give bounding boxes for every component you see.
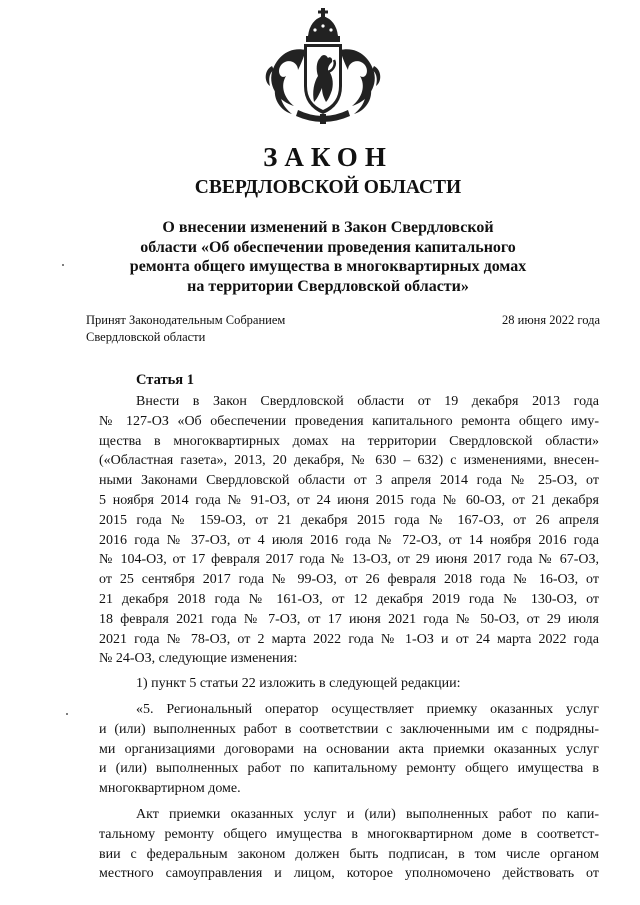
text-line: и (или) выполненных работ по капитальному ремонту общего имущества в [99, 761, 599, 777]
law-name-line: области «Об обеспечении проведения капитального [140, 238, 516, 256]
scan-speck [62, 264, 64, 266]
adopted-by [86, 312, 285, 346]
text-line: 18 февраля 2021 года № 7-ОЗ, от 17 июня 2021 года № 50-ОЗ, от 29 июля [99, 611, 599, 627]
text-line: № 104-ОЗ, от 17 февраля 2017 года № 13-ОЗ, от 29 июня 2017 года № 67-ОЗ, [99, 552, 599, 568]
text-line: и (или) выполненных работ в соответствии с заключенными им с подрядны- [99, 721, 599, 737]
text-line: местного самоуправления и лицом, которое уполномочено действовать от [99, 866, 599, 882]
text-line: № 127-ОЗ «Об обеспечении проведения капитального ремонта общего иму- [99, 413, 599, 429]
text-line: 2015 года № 159-ОЗ, от 21 декабря 2015 года № 167-ОЗ, от 26 апреля [99, 512, 599, 528]
law-name-line: ремонта общего имущества в многоквартирных домах [129, 258, 527, 275]
document-region: СВЕРДЛОВСКОЙ ОБЛАСТИ [194, 177, 462, 198]
paragraph [99, 392, 599, 669]
text-line: тальному ремонту общего имущества в многоквартирном доме в соответст- [99, 826, 599, 842]
text-line: многоквартирном доме. [99, 781, 241, 797]
text-line: 2016 года № 37-ОЗ, от 4 июля 2016 года № 72-ОЗ, от 14 ноября 2016 года [99, 532, 599, 548]
article-heading: Статья 1 [136, 372, 194, 388]
adopted-by-line: Свердловской области [86, 330, 206, 344]
text-line: ными Законами Свердловской области от 3 апреля 2014 года № 25-ОЗ, от [99, 473, 599, 489]
text-line: «5. Региональный оператор осуществляет приемку оказанных услуг [136, 701, 599, 717]
text-line: от 25 сентября 2017 года № 99-ОЗ, от 26 февраля 2018 года № 16-ОЗ, от [99, 572, 599, 588]
text-line: ми организациями договорами на основании акта приемки оказанных услуг [99, 741, 599, 757]
text-line: щества в многоквартирных домах на территории Свердловской области» [99, 433, 599, 449]
paragraph [99, 674, 599, 694]
text-line: Акт приемки оказанных услуг и (или) выполненных работ по капи- [136, 806, 599, 822]
law-name [0, 218, 640, 296]
text-line: вии с федеральным законом должен быть подписан, в том числе органом [99, 846, 599, 862]
paragraph [99, 700, 599, 799]
text-line: 21 декабря 2018 года № 161-ОЗ, от 12 декабря 2019 года № 130-ОЗ, от [99, 591, 599, 607]
document-title: ЗАКОН [263, 142, 393, 172]
coat-of-arms-emblem [258, 6, 388, 126]
text-line: № 24-ОЗ, следующие изменения: [99, 651, 298, 667]
law-name-line: О внесении изменений в Закон Свердловской [162, 219, 494, 236]
paragraph [99, 805, 599, 884]
text-line: 5 ноября 2014 года № 91-ОЗ, от 24 июня 2015 года № 60-ОЗ, от 21 декабря [99, 492, 599, 508]
scan-speck [66, 713, 68, 715]
text-line: («Областная газета», 2013, 20 декабря, № 630 – 632) с изменениями, внесен- [99, 453, 599, 469]
article-body [99, 392, 599, 884]
law-name-line: на территории Свердловской области» [187, 277, 469, 295]
adoption-date: 28 июня 2022 года [502, 313, 600, 327]
adopted-by-line: Принят Законодательным Собранием [86, 313, 286, 327]
text-line: Внести в Закон Свердловской области от 19 декабря 2013 года [136, 394, 599, 409]
text-line: 2021 года № 78-ОЗ, от 2 марта 2022 года № 1-ОЗ и от 24 марта 2022 года [99, 631, 599, 647]
text-line: 1) пункт 5 статьи 22 изложить в следующей редакции: [136, 676, 461, 692]
